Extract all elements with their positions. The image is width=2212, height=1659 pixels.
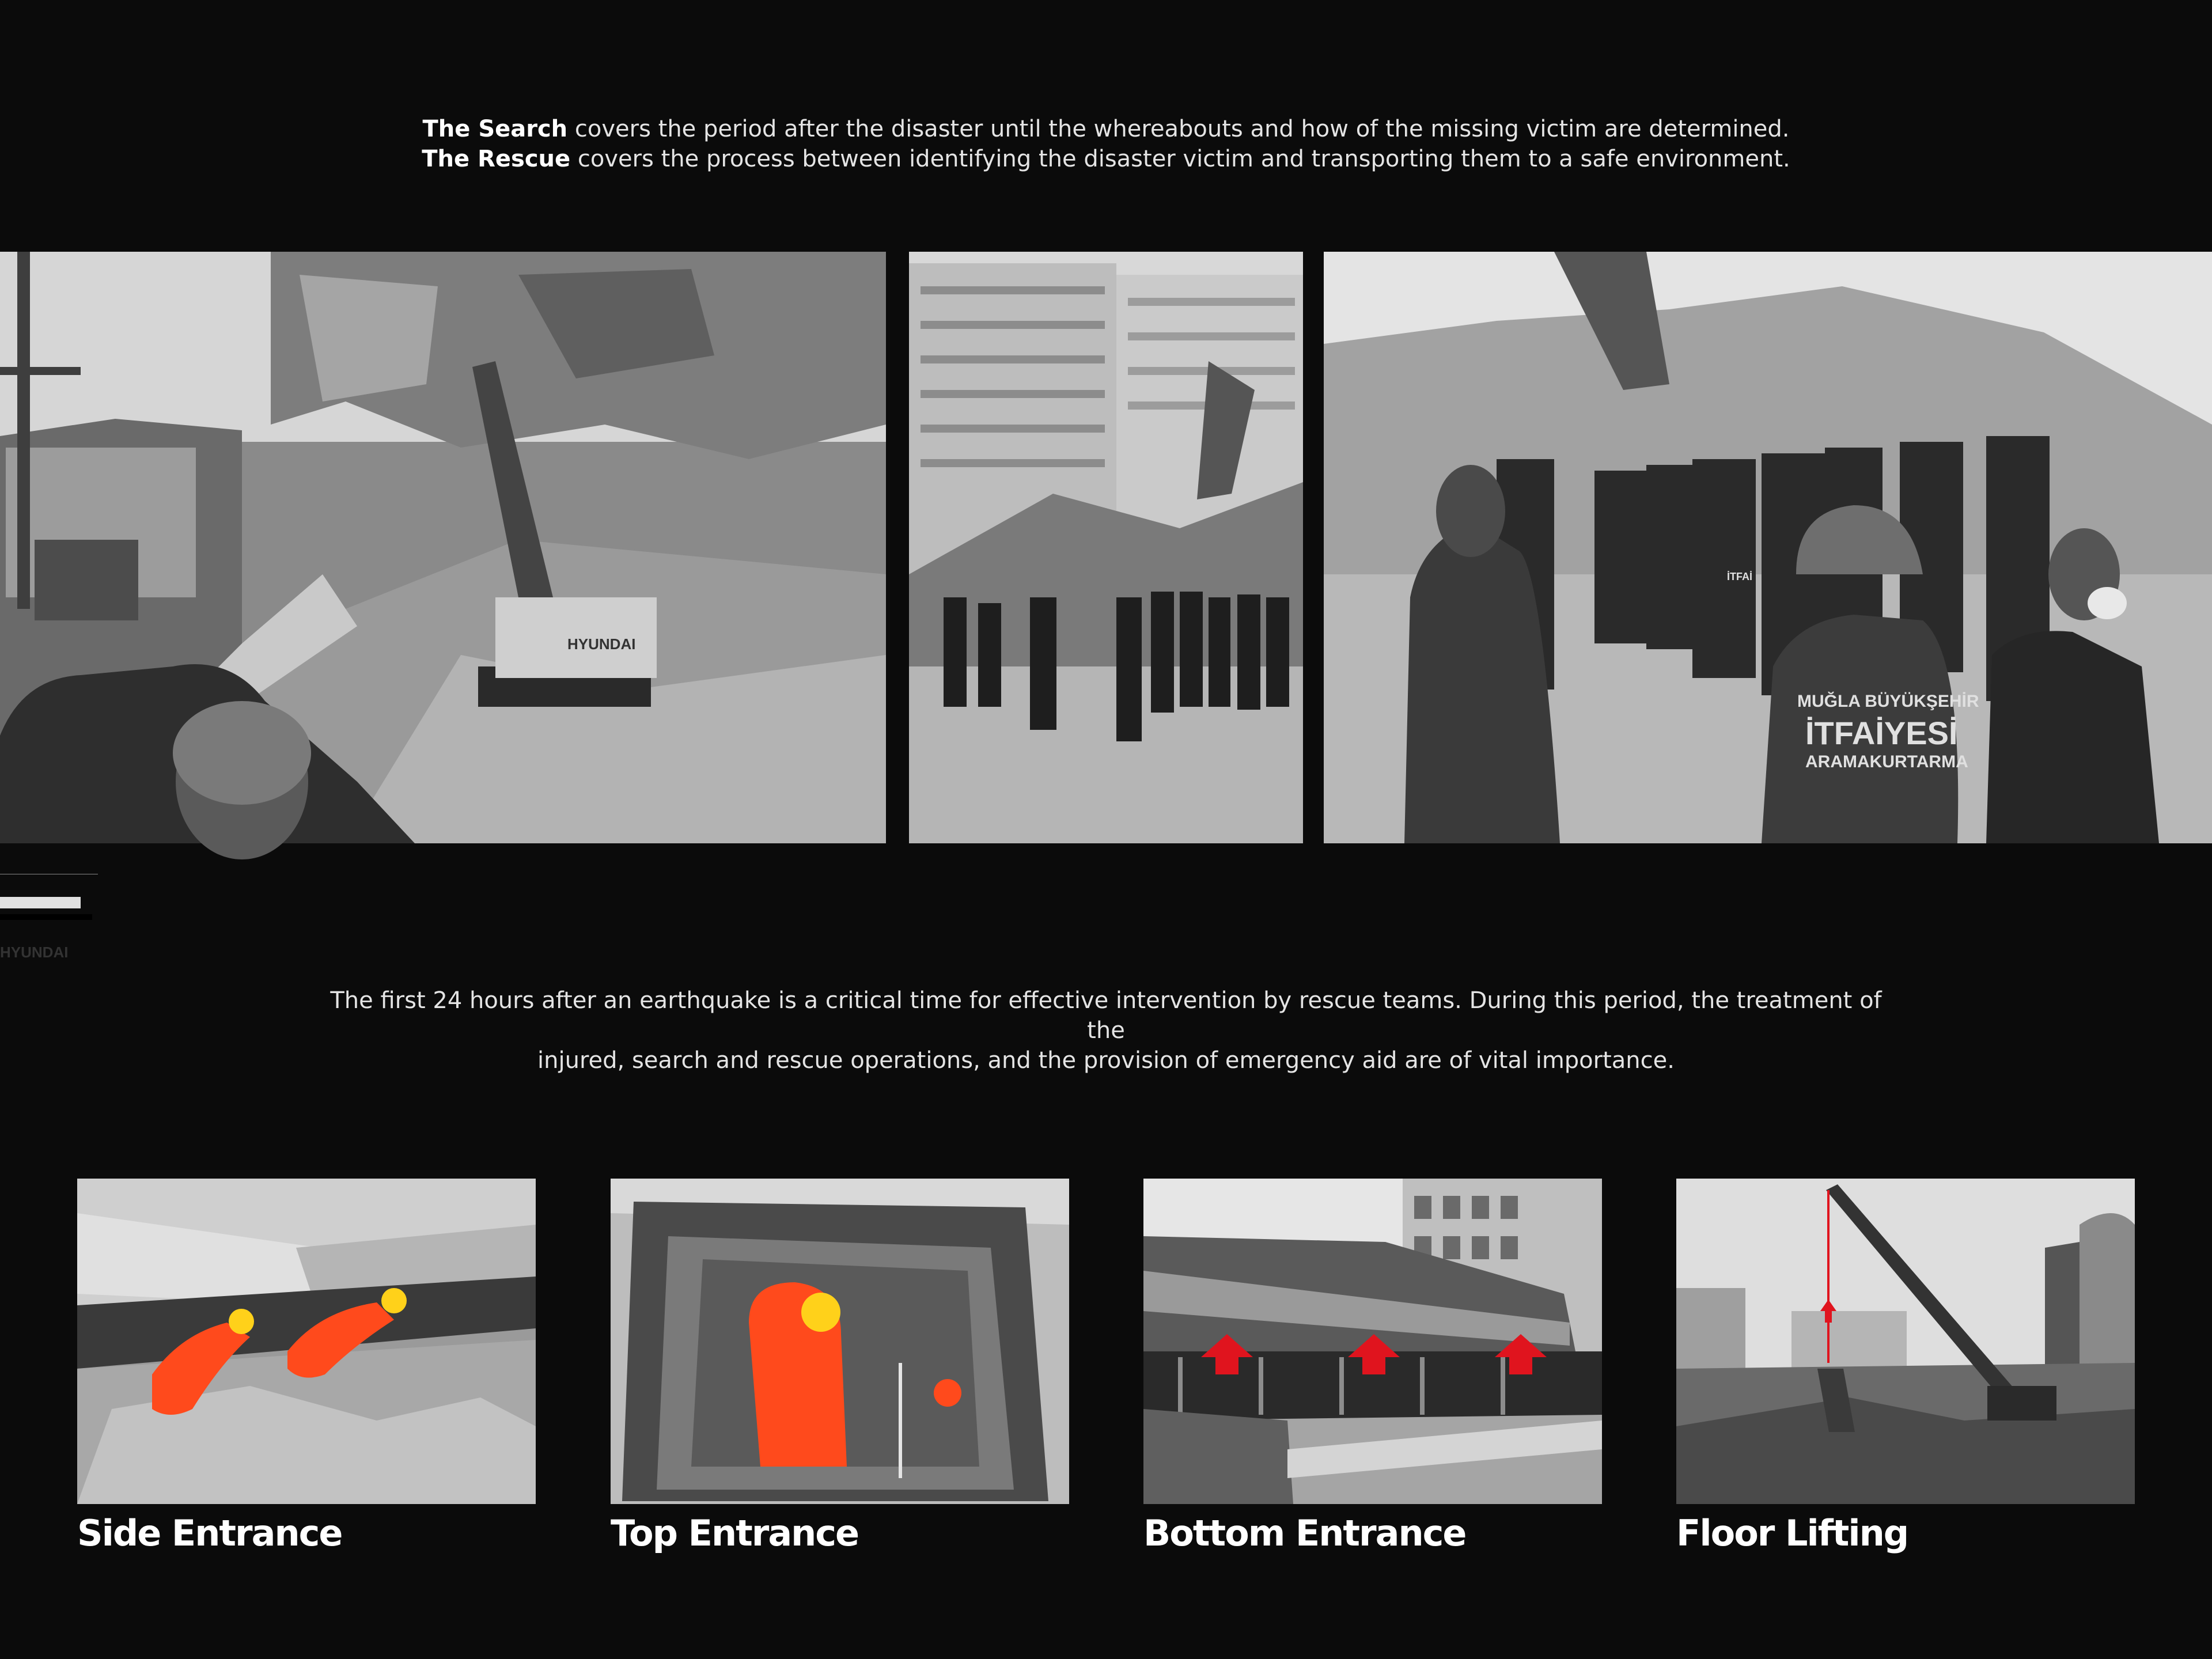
critical-text-line2: injured, search and rescue operations, and the provision of emergency aid are of vital importance.: [537, 1047, 1675, 1074]
intro-text: [0, 114, 2212, 174]
jacket-text-line3: ARAMAKURTARMA: [1805, 752, 1968, 771]
floor-lifting-illustration: [1676, 1179, 2135, 1504]
side-entrance-illustration: [77, 1179, 536, 1504]
search-definition: [0, 114, 2212, 144]
rescue-term: The Rescue: [422, 146, 571, 172]
photo-rescue-team: [1324, 252, 2212, 843]
jacket-text-line2: İTFAİYESİ: [1805, 715, 1958, 751]
photo-street-debris: [909, 252, 1303, 843]
side-entrance-label: Side Entrance: [77, 1512, 342, 1554]
top-entrance-label: Top Entrance: [611, 1512, 859, 1554]
rescue-definition: [0, 144, 2212, 174]
search-description: covers the period after the disaster until the whereabouts and how of the missing victim are determined.: [567, 116, 1790, 142]
top-entrance-illustration: [611, 1179, 1069, 1504]
excavator-brand-main: HYUNDAI: [567, 635, 636, 653]
excavator-brand-side: HYUNDAI: [0, 944, 69, 961]
photo-excavator-demolition: [0, 252, 886, 961]
critical-text-line1: The first 24 hours after an earthquake is a critical time for effective intervention by rescue teams. During this period, the treatment of the: [330, 987, 1882, 1044]
critical-period-text: [323, 986, 1889, 1075]
sleeve-text: İTFAİ: [1727, 571, 1752, 582]
floor-lifting-label: Floor Lifting: [1676, 1512, 1908, 1554]
search-term: The Search: [422, 116, 568, 142]
bottom-entrance-illustration: [1143, 1179, 1602, 1504]
jacket-text-line1: MUĞLA BÜYÜKŞEHİR: [1797, 692, 1979, 711]
bottom-entrance-label: Bottom Entrance: [1143, 1512, 1466, 1554]
rescue-description: covers the process between identifying the disaster victim and transporting them to a safe environment.: [570, 146, 1790, 172]
